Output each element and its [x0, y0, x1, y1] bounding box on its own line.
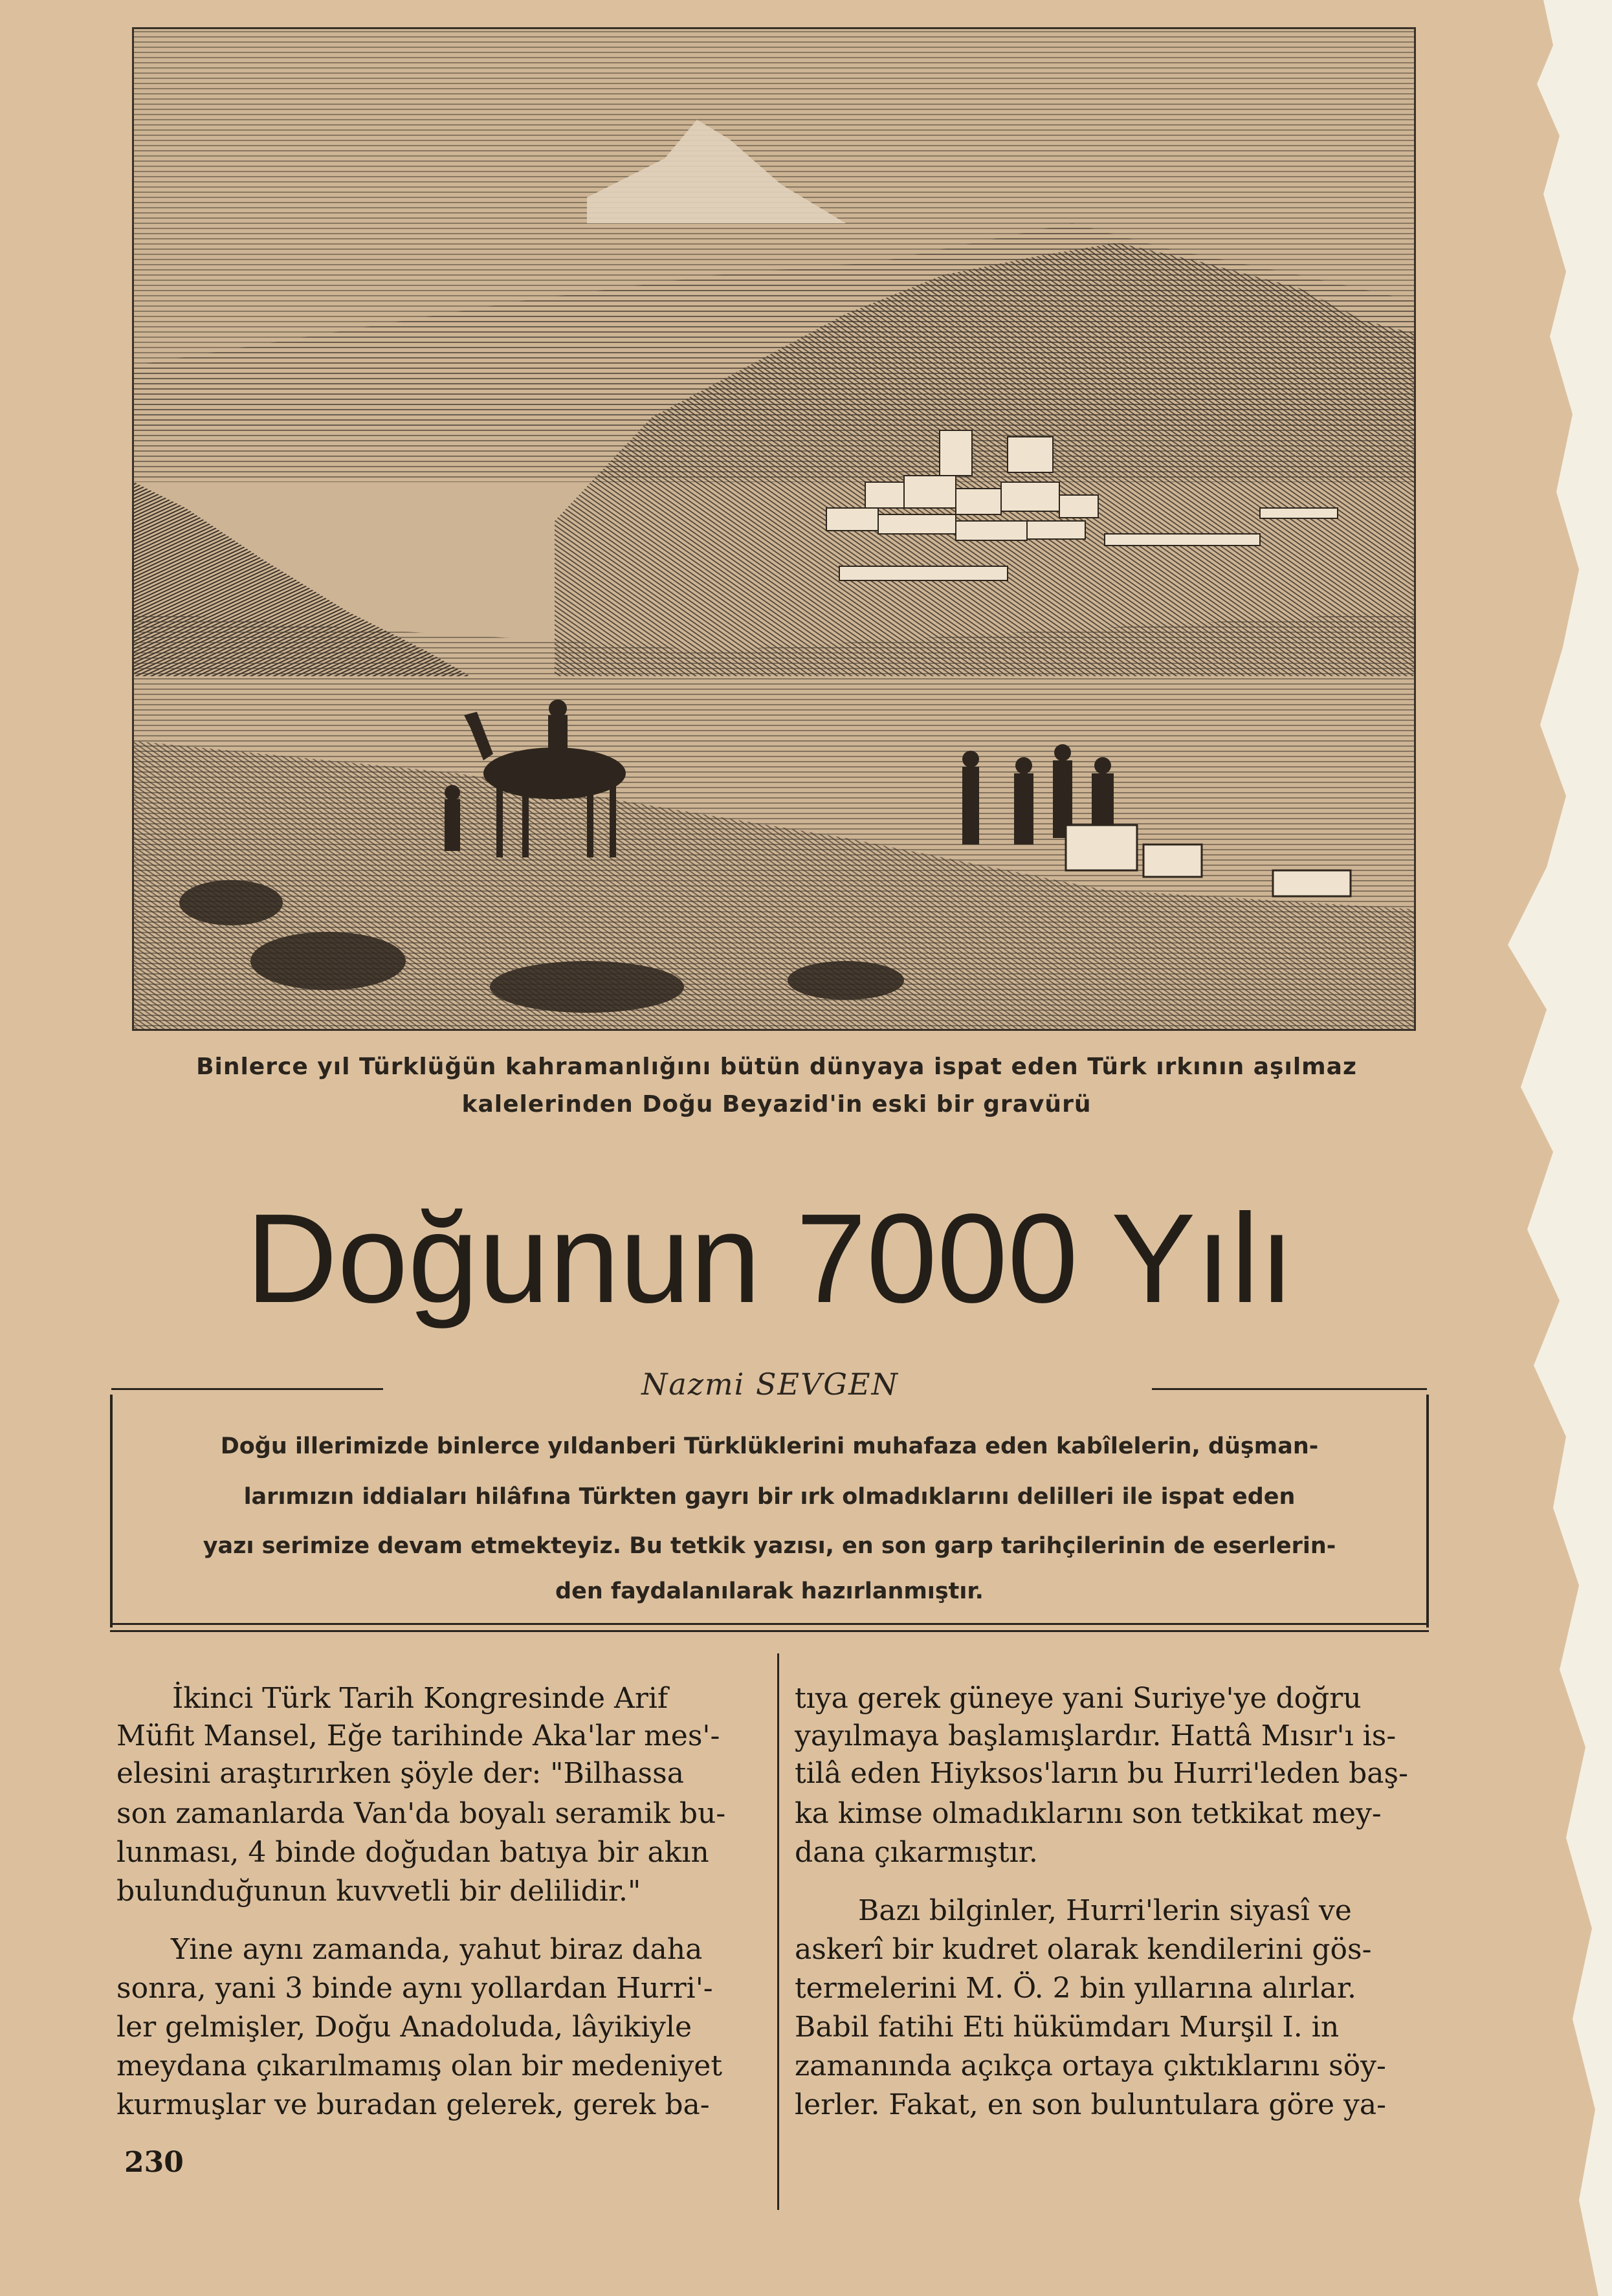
body-text-line: lerler. Fakat, en son buluntulara göre ya- [795, 2088, 1387, 2121]
intro-box [110, 1395, 1429, 1628]
author-name: Nazmi SEVGEN [641, 1367, 899, 1402]
intro-line: larımızın iddiaları hilâfına Türkten gayrı bir ırk olmadıklarını delilleri ile ispat eden [243, 1484, 1296, 1510]
body-text-line: sonra, yani 3 binde aynı yollardan Hurri'- [116, 1972, 713, 2005]
article-title: Doğunun 7000 Yılı [245, 1187, 1295, 1329]
body-text-line: ler gelmişler, Doğu Anadoluda, lâyikiyle [116, 2011, 692, 2044]
intro-line: yazı serimize devam etmekteyiz. Bu tetkik yazısı, en son garp tarihçilerinin de eserlerin- [203, 1533, 1336, 1559]
intro-box-rule [110, 1623, 1429, 1632]
body-text-line: Bazı bilginler, Hurri'lerin siyasî ve [858, 1894, 1352, 1927]
body-text-line: lunması, 4 binde doğudan batıya bir akın [116, 1836, 709, 1869]
body-text-line: zamanında açıkça ortaya çıktıklarını söy- [795, 2049, 1386, 2082]
body-text-line: dana çıkarmıştır. [795, 1836, 1038, 1869]
body-text-line: termelerini M. Ö. 2 bin yıllarına alırlar. [795, 1972, 1357, 2005]
caption-line-2: kalelerinden Doğu Beyazid'in eski bir gravürü [461, 1091, 1092, 1118]
page-number: 230 [124, 2146, 184, 2179]
body-text-line: son zamanlarda Van'da boyalı seramik bu- [116, 1797, 726, 1830]
body-text-line: meydana çıkarılmamış olan bir medeniyet [116, 2049, 723, 2082]
author-rule-left [111, 1388, 383, 1390]
intro-line: den faydalanılarak hazırlanmıştır. [555, 1578, 984, 1604]
body-text-line: elesini araştırırken şöyle der: "Bilhassa [116, 1757, 684, 1790]
body-text-line: Yine aynı zamanda, yahut biraz daha [171, 1933, 703, 1966]
body-text-line: tıya gerek güneye yani Suriye'ye doğru [795, 1682, 1362, 1715]
body-text-line: yayılmaya başlamışlardır. Hattâ Mısır'ı is- [795, 1719, 1397, 1752]
body-text-line: tilâ eden Hiyksos'ların bu Hurri'leden baş- [795, 1757, 1408, 1790]
engraving-illustration [132, 27, 1416, 1031]
caption-line-1: Binlerce yıl Türklüğün kahramanlığını bütün dünyaya ispat eden Türk ırkının aşılmaz [196, 1054, 1357, 1080]
body-text-line: Müfit Mansel, Eğe tarihinde Aka'lar mes'- [116, 1719, 720, 1752]
body-text-line: ka kimse olmadıklarını son tetkikat mey- [795, 1797, 1382, 1830]
body-text-line: askerî bir kudret olarak kendilerini gös- [795, 1933, 1372, 1966]
body-text-line: bulunduğunun kuvvetli bir delilidir." [116, 1875, 641, 1908]
intro-line: Doğu illerimizde binlerce yıldanberi Türklüklerini muhafaza eden kabîlelerin, düşman- [220, 1433, 1319, 1459]
author-rule-right [1152, 1388, 1427, 1390]
column-divider [777, 1653, 779, 2210]
body-text-line: İkinci Türk Tarih Kongresinde Arif [172, 1682, 668, 1715]
body-text-line: kurmuşlar ve buradan gelerek, gerek ba- [116, 2088, 710, 2121]
body-text-line: Babil fatihi Eti hükümdarı Murşil I. in [795, 2011, 1340, 2044]
